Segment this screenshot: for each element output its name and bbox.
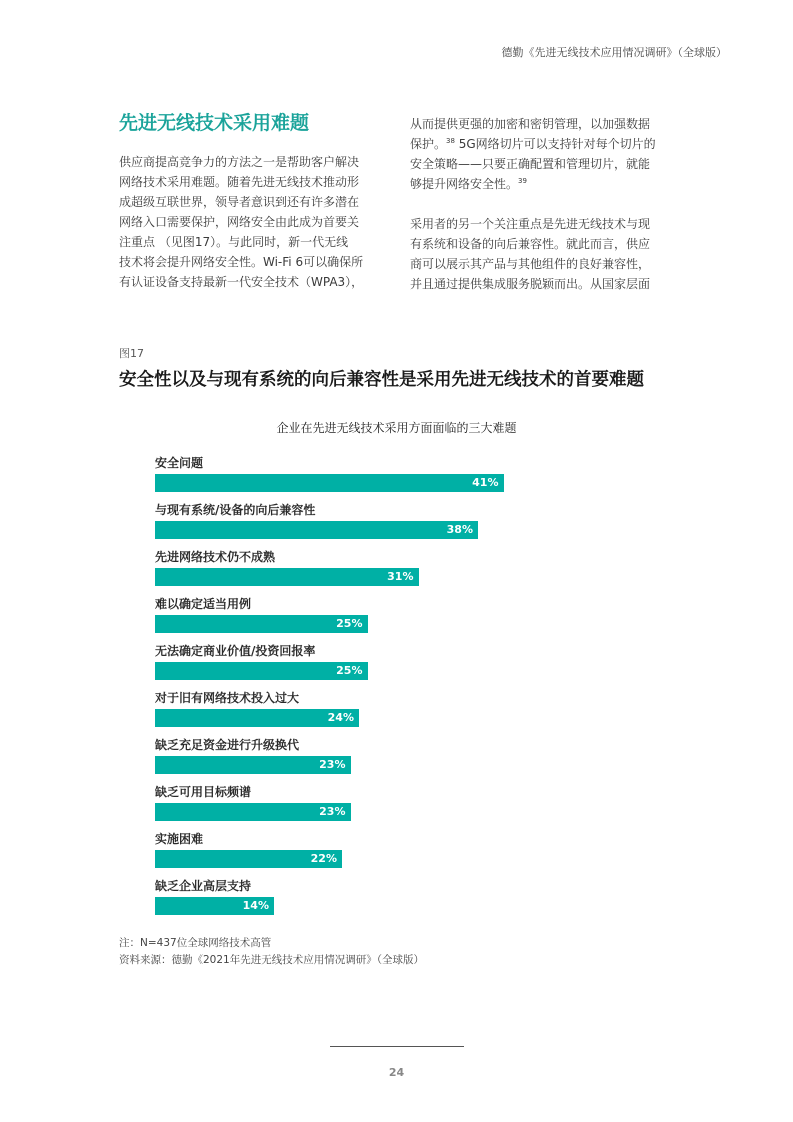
bar-category-label: 无法确定商业价值/投资回报率	[155, 644, 316, 658]
bar-category-label: 实施困难	[155, 832, 204, 846]
text-line	[410, 174, 672, 194]
right-column	[410, 114, 672, 294]
text-line: 采用者的另一个关注重点是先进无线技术与现	[410, 217, 651, 231]
text-line: 网络技术采用难题。随着先进无线技术推动形	[119, 175, 360, 189]
bar-value-label: 23%	[319, 805, 346, 818]
page-number: 24	[388, 1066, 405, 1079]
bar-row	[155, 455, 555, 497]
bar-category-label: 缺乏企业高层支持	[155, 879, 252, 893]
bar-value-label: 25%	[336, 664, 363, 677]
bar-row	[155, 690, 555, 732]
bar-value-label: 41%	[472, 476, 499, 489]
bar	[155, 756, 351, 774]
bar	[155, 615, 368, 633]
text-line: 成超级互联世界，领导者意识到还有许多潜在	[119, 195, 360, 209]
text-line: 从而提供更强的加密和密钥管理，以加强数据	[410, 117, 651, 131]
bar-row	[155, 831, 555, 873]
bar-category-label: 难以确定适当用例	[155, 597, 252, 611]
running-header: 德勤《先进无线技术应用情况调研》（全球版）	[501, 46, 727, 59]
text-line: 商可以展示其产品与其他组件的良好兼容性，	[410, 257, 651, 271]
bar-category-label: 与现有系统/设备的向后兼容性	[155, 503, 316, 517]
bar-row	[155, 502, 555, 544]
bar	[155, 850, 342, 868]
text-line: 有系统和设备的向后兼容性。就此而言，供应	[410, 237, 651, 251]
text-line: 注重点 （见图17）。与此同时，新一代无线	[119, 235, 349, 249]
text-fragment: 5G网络切片可以支持针对每个切片的	[454, 137, 656, 151]
bar	[155, 803, 351, 821]
bar-value-label: 23%	[319, 758, 346, 771]
text-line: 并且通过提供集成服务脱颖而出。从国家层面	[410, 277, 651, 291]
text-fragment: 够提升网络安全性。	[410, 177, 519, 191]
text-line: 供应商提高竞争力的方法之一是帮助客户解决	[119, 155, 360, 169]
text-line: 网络入口需要保护，网络安全由此成为首要关	[119, 215, 360, 229]
text-line: 技术将会提升网络安全性。Wi-Fi 6可以确保所	[119, 255, 364, 269]
bar	[155, 662, 368, 680]
figure-title: 安全性以及与现有系统的向后兼容性是采用先进无线技术的首要难题	[119, 370, 644, 390]
left-column	[119, 152, 381, 292]
right-paragraph-2	[410, 214, 672, 294]
bar	[155, 568, 419, 586]
bar-category-label: 缺乏可用目标频谱	[155, 785, 252, 799]
right-paragraph-1	[410, 114, 672, 194]
bar-row	[155, 878, 555, 920]
bar	[155, 521, 478, 539]
chart-title: 企业在先进无线技术采用方面面临的三大难题	[276, 421, 517, 435]
bar-value-label: 38%	[446, 523, 473, 536]
text-fragment: 保护。	[410, 137, 447, 151]
bar-chart	[155, 455, 555, 925]
bar-row	[155, 596, 555, 638]
bar-value-label: 31%	[387, 570, 414, 583]
figure-note: 注：N=437位全球网络技术高管	[119, 937, 272, 949]
section-title: 先进无线技术采用难题	[119, 112, 310, 134]
bar	[155, 474, 504, 492]
bar	[155, 897, 274, 915]
bar-row	[155, 737, 555, 779]
bar-row	[155, 643, 555, 685]
footnote-ref-39[interactable]: 39	[518, 177, 527, 185]
bar-row	[155, 549, 555, 591]
figure-label: 图17	[119, 347, 144, 360]
text-line: 有认证设备支持最新一代安全技术（WPA3），	[119, 275, 364, 289]
bar-category-label: 对于旧有网络技术投入过大	[155, 691, 300, 705]
bar-category-label: 先进网络技术仍不成熟	[155, 550, 276, 564]
bar-value-label: 25%	[336, 617, 363, 630]
bar-value-label: 24%	[327, 711, 354, 724]
text-line	[410, 134, 672, 154]
text-line: 安全策略——只要正确配置和管理切片，就能	[410, 157, 651, 171]
bar-row	[155, 784, 555, 826]
bar-value-label: 22%	[310, 852, 337, 865]
footnote-ref-38[interactable]: 38	[446, 137, 455, 145]
left-paragraph	[119, 152, 381, 292]
bar-category-label: 安全问题	[155, 456, 204, 470]
figure-source: 资料来源：德勤《2021年先进无线技术应用情况调研》（全球版）	[119, 954, 424, 966]
footer-divider	[330, 1046, 464, 1047]
bar-category-label: 缺乏充足资金进行升级换代	[155, 738, 300, 752]
bar	[155, 709, 359, 727]
bar-value-label: 14%	[242, 899, 269, 912]
